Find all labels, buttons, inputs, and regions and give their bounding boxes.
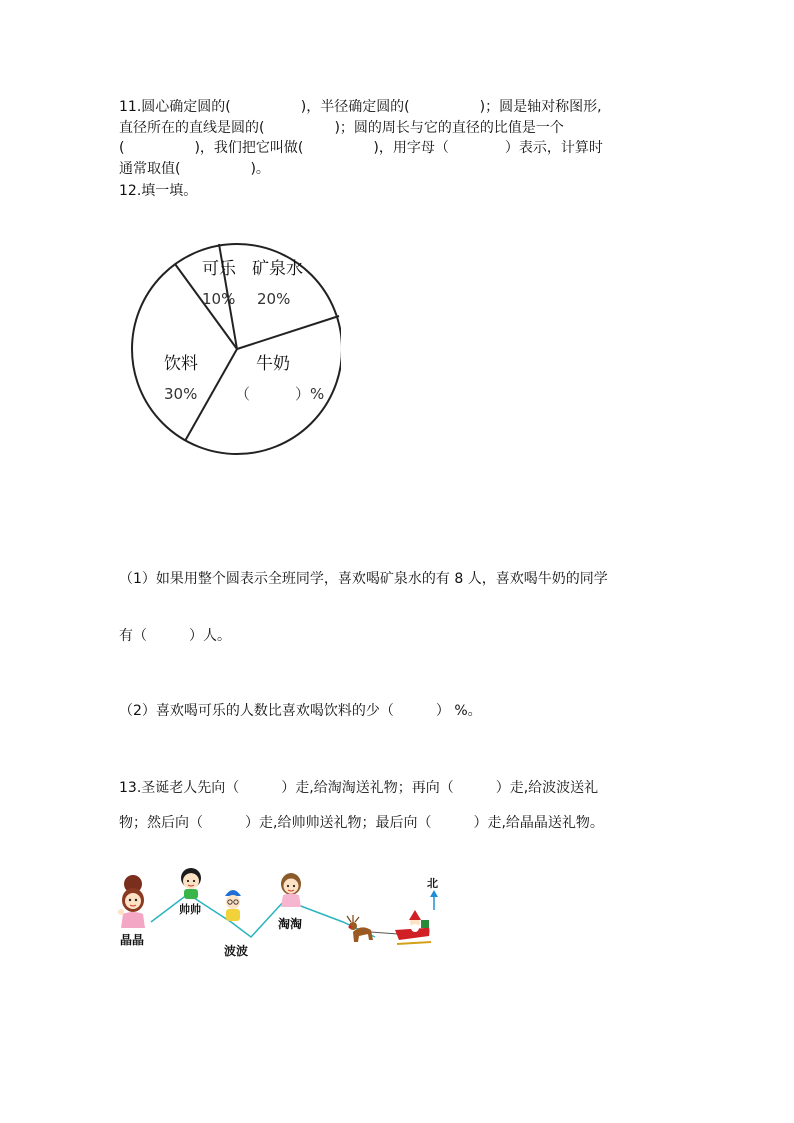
question-12-sub-1-line-1: （1）如果用整个圆表示全班同学，喜欢喝矿泉水的有 8 人，喜欢喝牛奶的同学	[119, 571, 608, 587]
slice-name-drink: 饮料	[164, 354, 198, 374]
reins	[371, 932, 398, 934]
label-taotao: 淘淘	[278, 917, 303, 931]
question-11-line-2: 直径所在的直线是圆的( )；圆的周长与它的直径的比值是一个	[119, 119, 564, 136]
route-map	[113, 862, 453, 962]
question-13-line-1: 13.圣诞老人先向（ ）走,给淘淘送礼物；再向（ ）走,给波波送礼	[119, 780, 599, 796]
pie-chart	[127, 236, 341, 458]
question-11-line-3: ( )，我们把它叫做( )，用字母（ ）表示，计算时	[119, 140, 603, 156]
slice-name-milk: 牛奶	[256, 354, 290, 374]
label-bobo: 波波	[224, 944, 249, 958]
shuaishuai-figure	[181, 868, 201, 899]
slice-name-cola: 可乐	[202, 259, 236, 279]
question-12-sub-2: （2）喜欢喝可乐的人数比喜欢喝饮料的少（ ） %。	[119, 703, 482, 719]
slice-name-water: 矿泉水	[252, 259, 303, 279]
reindeer-figure	[347, 915, 373, 942]
question-12-title: 12.填一填。	[119, 183, 198, 199]
question-11-line-1: 11.圆心确定圆的( )，半径确定圆的( )；圆是轴对称图形,	[119, 99, 602, 115]
jingjing-figure	[118, 875, 145, 928]
label-shuaishuai: 帅帅	[179, 903, 201, 916]
north-arrow-icon	[430, 890, 438, 897]
label-jingjing: 晶晶	[120, 933, 145, 947]
slice-label-drink: 30%	[164, 385, 198, 403]
question-11	[119, 97, 679, 179]
question-12-sub-1-line-2: 有（ ）人。	[119, 628, 231, 644]
bobo-figure	[225, 890, 241, 921]
slice-label-milk: （ ）%	[235, 385, 325, 403]
question-11-line-4: 通常取值( )。	[119, 160, 270, 177]
question-13-line-2: 物；然后向（ ）走,给帅帅送礼物；最后向（ ）走,给晶晶送礼物。	[119, 815, 604, 831]
slice-label-cola: 10%	[202, 290, 236, 308]
label-north: 北	[427, 877, 438, 890]
sleigh-figure	[395, 910, 431, 944]
taotao-figure	[281, 873, 301, 907]
slice-label-water: 20%	[257, 290, 291, 308]
